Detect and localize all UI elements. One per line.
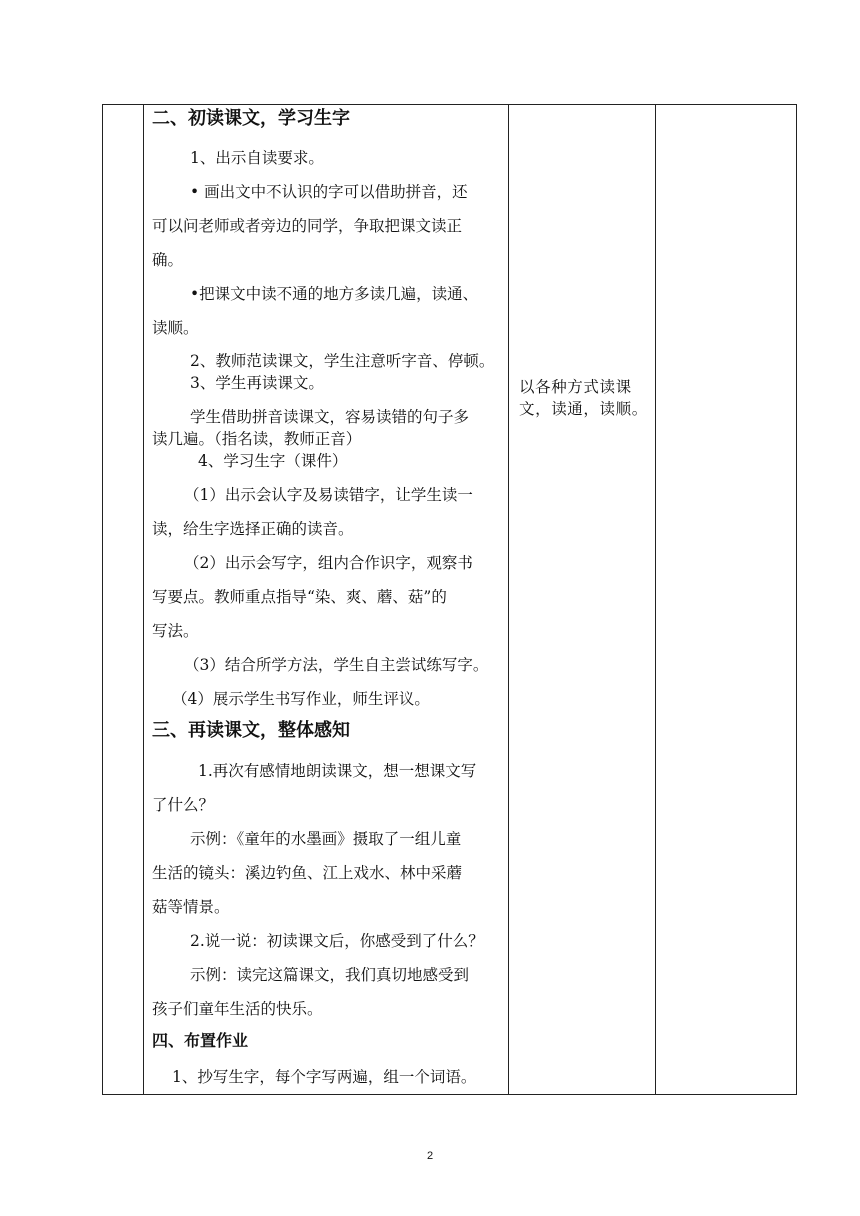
text-line: 菇等情景。	[152, 898, 230, 916]
text-line: （2）出示会写字，组内合作识字，观察书	[184, 554, 473, 572]
text-line: 学生借助拼音读课文，容易读错的句子多	[190, 408, 470, 426]
text-line: 4、学习生字（课件）	[198, 452, 348, 470]
section-heading-2: 二、初读课文，学习生字	[152, 108, 350, 129]
text-line: 示例：《童年的水墨画》摄取了一组儿童	[190, 830, 462, 848]
text-line: 1、出示自读要求。	[190, 149, 324, 167]
text-line: 示例：读完这篇课文，我们真切地感受到	[190, 966, 470, 984]
text-line: 读几遍。（指名读，教师正音）	[152, 430, 362, 448]
text-line: （4）展示学生书写作业，师生评议。	[172, 690, 430, 708]
text-line: •把课文中读不通的地方多读几遍，读通、	[190, 285, 479, 303]
section-heading-4: 四、布置作业	[152, 1031, 249, 1050]
teaching-process-column	[144, 105, 509, 1094]
lesson-plan-table	[102, 104, 797, 1095]
text-line: 读，给生字选择正确的读音。	[152, 520, 354, 538]
text-line: 了什么？	[152, 796, 215, 814]
text-line: 2.说一说：初读课文后，你感受到了什么？	[190, 932, 484, 950]
text-line: （1）出示会认字及易读错字，让学生读一	[184, 486, 473, 504]
text-line: 确。	[152, 251, 184, 269]
section-heading-3: 三、再读课文，整体感知	[152, 720, 350, 741]
text-line: • 画出文中不认识的字可以借助拼音，还	[190, 183, 468, 201]
text-line: 3、学生再读课文。	[190, 374, 324, 392]
notes-column	[656, 105, 796, 1094]
text-line: 2、教师范读课文，学生注意听字音、停顿。	[190, 352, 495, 370]
text-line: 1.再次有感情地朗读课文，想一想课文写	[198, 762, 477, 780]
text-line: 读顺。	[152, 319, 199, 337]
left-margin-column	[103, 105, 144, 1094]
text-line: （3）结合所学方法，学生自主尝试练写字。	[184, 656, 489, 674]
design-intent-line: 文，读通，读顺。	[519, 400, 648, 418]
text-line: 写法。	[152, 622, 199, 640]
text-line: 孩子们童年生活的快乐。	[152, 1000, 323, 1018]
design-intent-line: 以各种方式读课	[519, 378, 632, 396]
page-number: 2	[426, 1150, 434, 1162]
text-line: 可以问老师或者旁边的同学，争取把课文读正	[152, 217, 463, 235]
text-line: 生活的镜头：溪边钓鱼、江上戏水、林中采蘑	[152, 864, 463, 882]
text-line: 1、抄写生字，每个字写两遍，组一个词语。	[172, 1068, 477, 1086]
text-line: 写要点。教师重点指导“染、爽、蘑、菇”的	[152, 588, 447, 606]
design-intent-column	[509, 105, 656, 1094]
